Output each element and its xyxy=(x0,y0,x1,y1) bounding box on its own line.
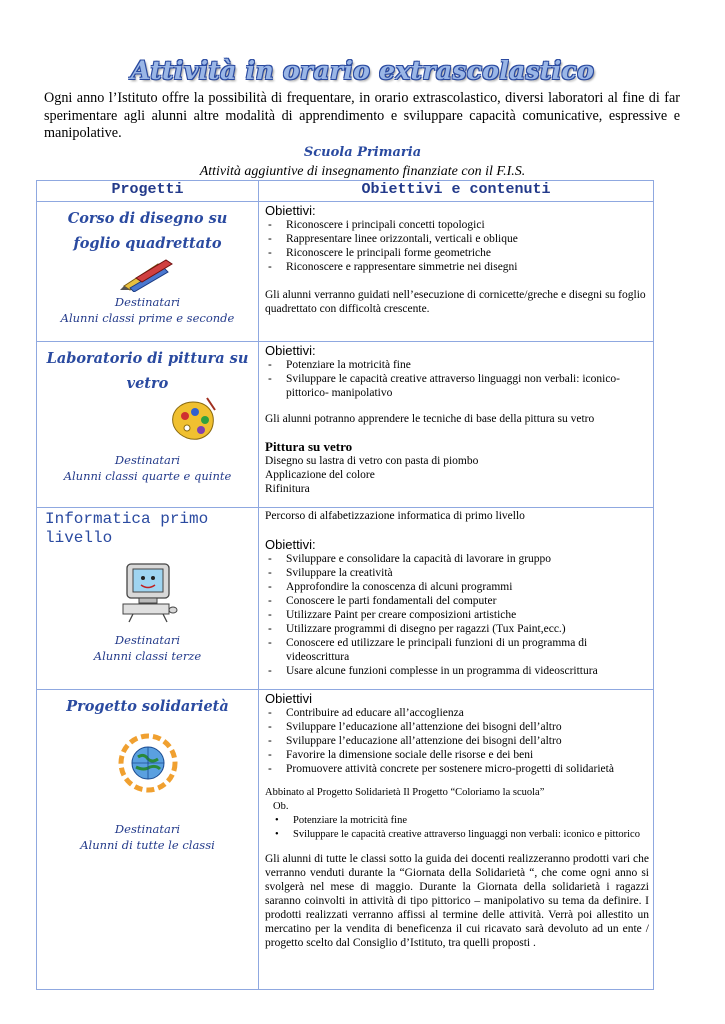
ob-label: Ob. xyxy=(273,801,289,812)
objectives-cell xyxy=(259,202,654,342)
computer-icon xyxy=(117,560,179,624)
subsection-line: Rifinitura xyxy=(265,483,310,495)
target-audience: Alunni classi prime e seconde xyxy=(60,311,235,325)
objectives-cell xyxy=(259,690,654,990)
palette-icon xyxy=(167,396,219,446)
column-header-objectives: Obiettivi e contenuti xyxy=(259,181,654,202)
objectives-list xyxy=(265,706,649,776)
project-cell xyxy=(37,202,259,342)
description-text: Gli alunni di tutte le classi sotto la guida dei docenti realizzeranno prodotti vari che verranno venduti durante la “Giornata della Solidarietà “, che come ogni anno si svolgerà nel mese di maggio. Durante la Giornata della solidarietà i ragazzi saranno coinvolti in attività di tipo pittorico – manipolativo su tema da definire. I prodotti realizzati verranno affissi al termine delle attività. Verrà poi allestito un mercatino per la vendita di beneficenza il cui ricavato sarà devoluto ad un ente / progetto scelto dal Consiglio d’Istituto, tra quelli proposti . xyxy=(265,853,649,949)
page-title: Attività in orario extrascolastico xyxy=(130,56,595,85)
table-row xyxy=(37,202,654,342)
objectives-cell xyxy=(259,508,654,690)
section-heading: Scuola Primaria xyxy=(303,145,422,160)
target-label: Destinatari xyxy=(114,822,181,836)
subsection-line: Applicazione del colore xyxy=(265,469,375,481)
target-label: Destinatari xyxy=(114,453,181,467)
column-header-projects: Progetti xyxy=(37,181,259,202)
list-item: - Riconoscere le principali forme geometriche xyxy=(265,246,649,260)
list-item: - Favorire la dimensione sociale delle risorse e dei beni xyxy=(265,748,649,762)
list-item: - Utilizzare programmi di disegno per ragazzi (Tux Paint,ecc.) xyxy=(265,622,649,636)
objectives-list xyxy=(265,358,649,400)
list-item: • Sviluppare le capacità creative attraverso linguaggi non verbali: iconico e pittorico xyxy=(265,828,649,842)
project-cell xyxy=(37,508,259,690)
project-name: Laboratorio di pittura su vetro xyxy=(46,350,249,392)
objectives-list xyxy=(265,218,649,274)
intro-paragraph: Ogni anno l’Istituto offre la possibilità di frequentare, in orario extrascolastico, diversi laboratori al fine di far sperimentare agli alunni altre modalità di apprendimento e sviluppare capacità comunicative, espressive e manipolative. xyxy=(44,90,680,141)
list-item: - Sviluppare l’educazione all’attenzione dei bisogni dell’altro xyxy=(265,734,649,748)
description-text: Gli alunni potranno apprendere le tecniche di base della pittura su vetro xyxy=(265,413,595,425)
target-audience: Alunni di tutte le classi xyxy=(80,838,215,852)
list-item: - Sviluppare e consolidare la capacità di lavorare in gruppo xyxy=(265,552,649,566)
list-item: • Potenziare la motricità fine xyxy=(265,814,649,828)
linked-project: Abbinato al Progetto Solidarietà Il Progetto “Coloriamo la scuola” xyxy=(265,787,545,798)
objectives-label: Obiettivi: xyxy=(265,537,316,552)
list-item: - Promuovere attività concrete per sostenere micro-progetti di solidarietà xyxy=(265,762,649,776)
list-item: - Sviluppare la creatività xyxy=(265,566,649,580)
list-item: - Riconoscere e rappresentare simmetrie nei disegni xyxy=(265,260,649,274)
table-row xyxy=(37,690,654,990)
list-item: - Utilizzare Paint per creare composizioni artistiche xyxy=(265,608,649,622)
linked-objectives-list xyxy=(265,814,649,842)
target-audience: Alunni classi terze xyxy=(93,649,202,663)
objectives-label: Obiettivi: xyxy=(265,343,316,358)
description-text: Gli alunni verranno guidati nell’esecuzione di cornicette/greche e disegni su foglio quadrettato con difficoltà crescente. xyxy=(265,289,646,315)
list-item: - Potenziare la motricità fine xyxy=(265,358,649,372)
project-cell xyxy=(37,342,259,508)
objectives-cell xyxy=(259,342,654,508)
list-item: - Rappresentare linee orizzontali, verticali e oblique xyxy=(265,232,649,246)
subsection-title: Pittura su vetro xyxy=(265,439,353,454)
list-item: - Approfondire la conoscenza di alcuni programmi xyxy=(265,580,649,594)
target-label: Destinatari xyxy=(114,295,181,309)
section-subtitle: Attività aggiuntive di insegnamento finanziate con il F.I.S. xyxy=(199,164,526,179)
crayons-icon xyxy=(118,256,178,292)
objectives-label: Obiettivi: xyxy=(265,203,316,218)
subsection-line: Disegno su lastra di vetro con pasta di piombo xyxy=(265,455,479,467)
list-item: - Usare alcune funzioni complesse in un programma di videoscrittura xyxy=(265,664,649,678)
list-item: - Sviluppare le capacità creative attraverso linguaggi non verbali: iconico-pittorico- manipolativo xyxy=(265,372,649,400)
list-item: - Riconoscere i principali concetti topologici xyxy=(265,218,649,232)
list-item: - Contribuire ad educare all’accoglienza xyxy=(265,706,649,720)
table-header-row xyxy=(37,181,654,202)
target-audience: Alunni classi quarte e quinte xyxy=(63,469,232,483)
table-row xyxy=(37,508,654,690)
project-name: Corso di disegno su foglio quadrettato xyxy=(67,210,228,252)
target-label: Destinatari xyxy=(114,633,181,647)
objectives-label: Obiettivi xyxy=(265,691,312,706)
project-name: Progetto solidarietà xyxy=(66,698,229,715)
list-item: - Sviluppare l’educazione all’attenzione dei bisogni dell’altro xyxy=(265,720,649,734)
list-item: - Conoscere le parti fondamentali del computer xyxy=(265,594,649,608)
globe-hands-icon xyxy=(118,733,178,793)
objectives-list xyxy=(265,552,649,678)
course-intro: Percorso di alfabetizzazione informatica di primo livello xyxy=(265,510,525,522)
project-cell xyxy=(37,690,259,990)
table-row xyxy=(37,342,654,508)
projects-table xyxy=(36,180,654,990)
project-name: Informatica primo livello xyxy=(45,510,209,547)
list-item: - Conoscere ed utilizzare le principali funzioni di un programma di videoscrittura xyxy=(265,636,649,664)
